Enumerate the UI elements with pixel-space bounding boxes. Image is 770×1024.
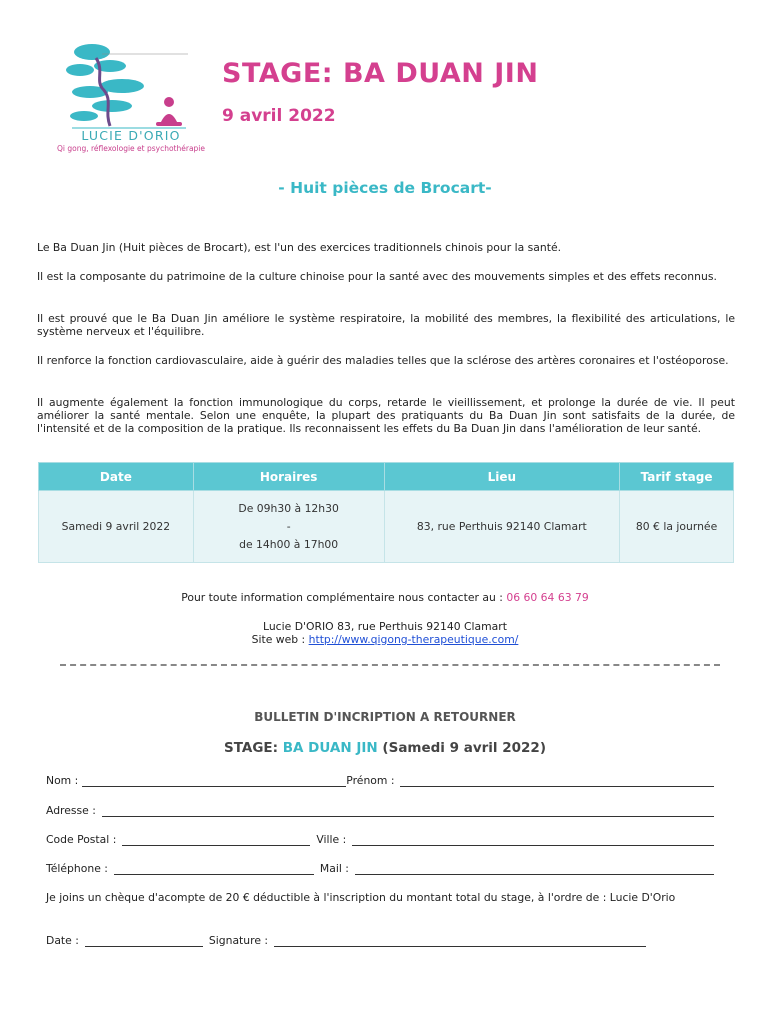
website-line	[0, 633, 770, 646]
logo-name: LUCIE D'ORIO	[81, 128, 181, 143]
prenom-field[interactable]	[400, 776, 714, 787]
ville-field[interactable]	[352, 835, 714, 846]
cell-hours	[193, 491, 384, 563]
hours-separator: -	[286, 519, 291, 533]
schedule-table	[38, 462, 734, 563]
page-title: STAGE: BA DUAN JIN	[222, 58, 539, 89]
paragraph-cardio: Il renforce la fonction cardiovasculaire, aide à guérir des maladies telles que la sclérose des artères coronaires et l'ostéoporose.	[37, 354, 729, 367]
row-address	[46, 804, 714, 817]
meditating-figure-icon	[156, 97, 182, 126]
row-date-signature	[46, 934, 646, 947]
row-postal-city	[46, 833, 714, 846]
header-date: Date	[39, 463, 194, 491]
website-link[interactable]: http://www.qigong-therapeutique.com/	[308, 633, 519, 646]
cell-date: Samedi 9 avril 2022	[39, 491, 194, 563]
telephone-field[interactable]	[114, 864, 314, 875]
signature-field[interactable]	[274, 936, 646, 947]
label-signature: Signature :	[208, 934, 269, 947]
form-stage-title	[0, 740, 770, 756]
form-stage-name: BA DUAN JIN	[282, 740, 378, 756]
label-mail: Mail :	[319, 862, 349, 875]
paragraph-intro: Le Ba Duan Jin (Huit pièces de Brocart), est l'un des exercices traditionnels chinois pour la santé.	[37, 241, 562, 254]
hours-morning: De 09h30 à 12h30	[238, 501, 339, 515]
header-price: Tarif stage	[620, 463, 734, 491]
date-field[interactable]	[85, 936, 203, 947]
code-postal-field[interactable]	[122, 835, 310, 846]
contact-address-block	[0, 620, 770, 646]
cell-place: 83, rue Perthuis 92140 Clamart	[384, 491, 620, 563]
table-header-row	[39, 463, 734, 491]
logo-subtitle: Qi gong, réflexologie et psychothérapie	[56, 144, 205, 153]
label-ville: Ville :	[316, 833, 347, 846]
label-prenom: Prénom :	[346, 774, 395, 787]
label-telephone: Téléphone :	[46, 862, 108, 875]
label-code-postal: Code Postal :	[46, 833, 117, 846]
hours-afternoon: de 14h00 à 17h00	[239, 537, 339, 551]
adresse-field[interactable]	[102, 806, 714, 817]
label-date: Date :	[46, 934, 79, 947]
bonsai-tree-icon	[66, 44, 144, 121]
form-stage-prefix: STAGE:	[223, 740, 279, 756]
cut-line-divider	[60, 664, 720, 666]
mail-field[interactable]	[355, 864, 714, 875]
header-place: Lieu	[384, 463, 620, 491]
paragraph-immunity: Il augmente également la fonction immunologique du corps, retarde le vieillissement, et prolonge la durée de vie. Il peut améliorer la santé mentale. Selon une enquête, la plupart des pratiquants du Ba Duan Jin sont satisfaits de la durée, de l'intensité et de la composition de la pratique. Ils reconnaissent les effets du Ba Duan Jin dans l'amélioration de leur santé.	[37, 396, 735, 435]
table-row	[39, 491, 734, 563]
paragraph-benefits: Il est prouvé que le Ba Duan Jin améliore le système respiratoire, la mobilité des membres, la flexibilité des articulations, le système nerveux et l'équilibre.	[37, 312, 735, 338]
form-stage-suffix: (Samedi 9 avril 2022)	[382, 740, 546, 756]
paragraph-heritage: Il est la composante du patrimoine de la culture chinoise pour la santé avec des mouvements simples et des effets reconnus.	[37, 270, 717, 283]
label-adresse: Adresse :	[46, 804, 96, 817]
contact-phone[interactable]: 06 60 64 63 79	[506, 591, 589, 604]
label-nom: Nom :	[46, 774, 79, 787]
row-phone-mail	[46, 862, 714, 875]
deposit-note: Je joins un chèque d'acompte de 20 € déductible à l'inscription du montant total du stage, à l'ordre de : Lucie D'Orio	[46, 891, 676, 904]
row-name	[46, 774, 714, 787]
form-heading: BULLETIN D'INCRIPTION A RETOURNER	[254, 710, 516, 724]
nom-field[interactable]	[82, 776, 346, 787]
cell-price: 80 € la journée	[620, 491, 734, 563]
header-hours: Horaires	[193, 463, 384, 491]
contact-line	[0, 591, 770, 604]
event-subtitle: - Huit pièces de Brocart-	[278, 179, 492, 197]
contact-text: Pour toute information complémentaire nous contacter au :	[181, 591, 503, 604]
contact-address: Lucie D'ORIO 83, rue Perthuis 92140 Clamart	[263, 620, 507, 633]
event-date: 9 avril 2022	[222, 106, 336, 126]
website-label: Site web :	[251, 633, 306, 646]
